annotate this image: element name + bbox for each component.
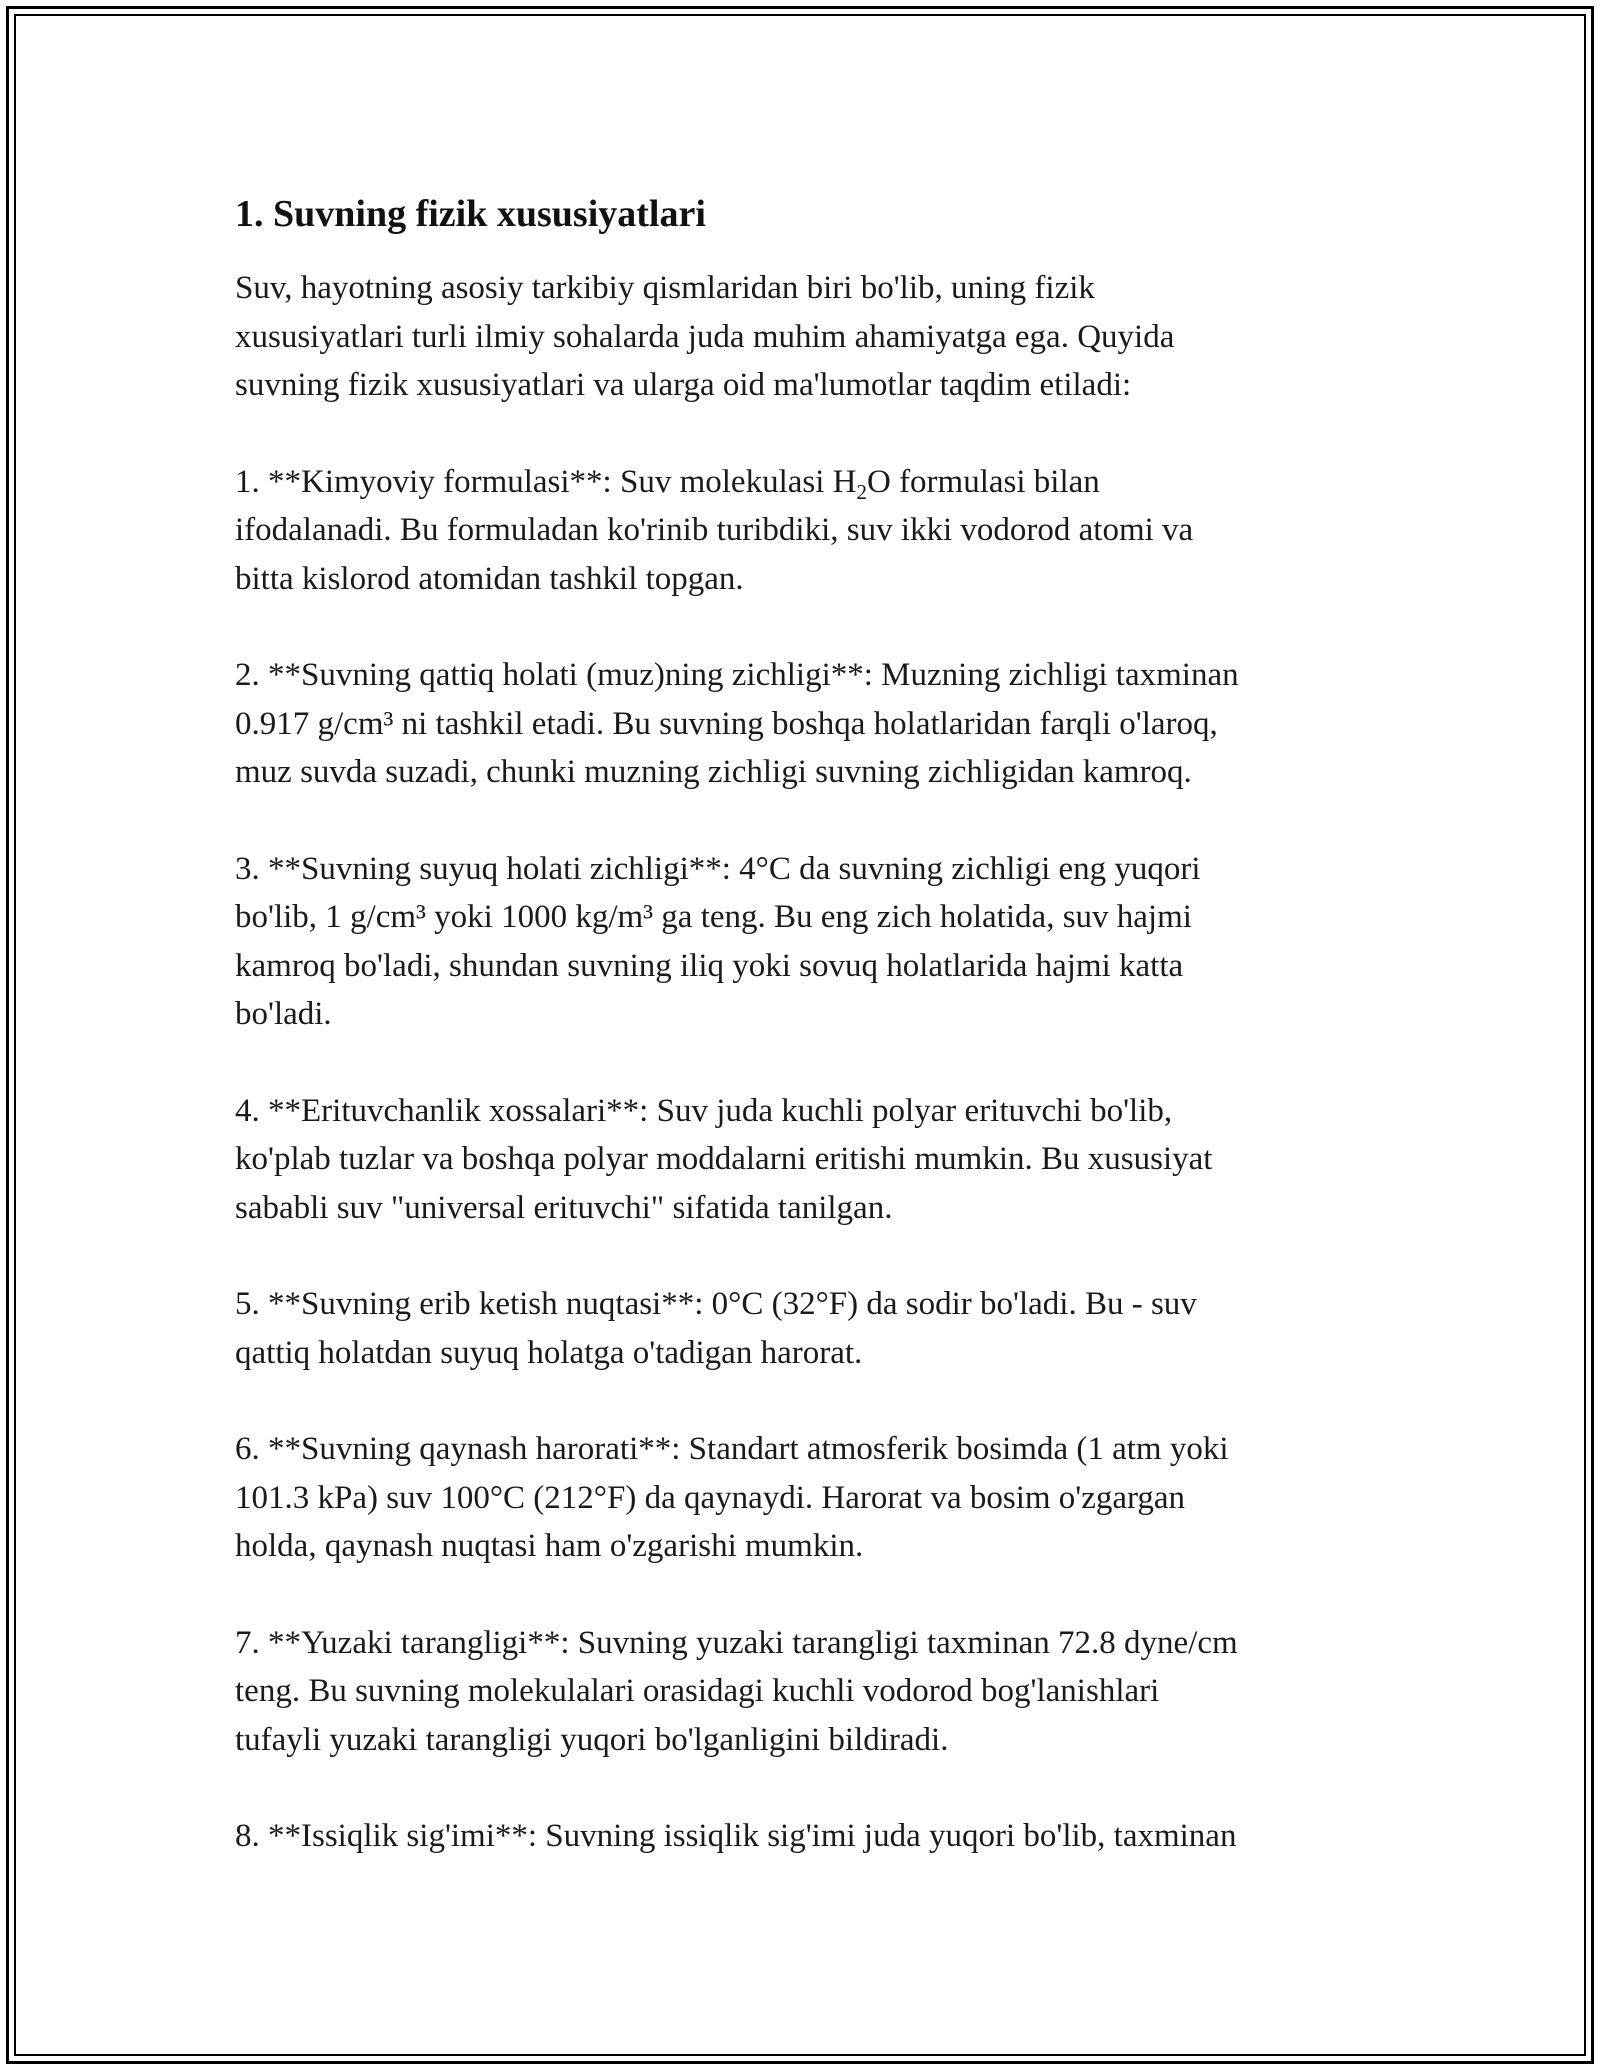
list-item-liquid-density: 3. **Suvning suyuq holati zichligi**: 4°C da suvning zichligi eng yuqori bo'lib, 1 g/cm³ yoki 1000 kg/m³ ga teng. Bu eng zich holatida, suv hajmi kamroq bo'ladi, shundan suvning iliq yoki sovuq holatlarida hajmi katta bo'ladi. xyxy=(235,850,1201,1032)
list-item-solvent-properties: 4. **Erituvchanlik xossalari**: Suv juda kuchli polyar erituvchi bo'lib, ko'plab tuzlar va boshqa polyar moddalarni eritishi mumkin. Bu xususiyat sababli suv "universal erituvchi" sifatida tanilgan. xyxy=(235,1092,1213,1226)
list-item-chemical-formula xyxy=(235,458,1365,604)
item1-subscript: 2 xyxy=(856,479,867,504)
section-heading: 1. Suvning fizik xususiyatlari xyxy=(235,193,706,235)
list-item-melting-point: 5. **Suvning erib ketish nuqtasi**: 0°C (32°F) da sodir bo'ladi. Bu - suv qattiq holatdan suyuq holatga o'tadigan harorat. xyxy=(235,1286,1197,1371)
list-item-boiling-point: 6. **Suvning qaynash harorati**: Standart atmosferik bosimda (1 atm yoki 101.3 kPa) suv 100°C (212°F) da qaynaydi. Harorat va bosim o'zgargan holda, qaynash nuqtasi ham o'zgarishi mumkin. xyxy=(235,1431,1229,1564)
document-body xyxy=(235,180,1365,1909)
item1-text-start: 1. **Kimyoviy formulasi**: Suv molekulasi H xyxy=(235,463,857,500)
item1-text-end: O formulasi bilan ifodalanadi. Bu formuladan ko'rinib turibdiki, suv ikki vodorod atomi va bitta kislorod atomidan tashkil topgan. xyxy=(235,463,1194,597)
list-item-heat-capacity: 8. **Issiqlik sig'imi**: Suvning issiqlik sig'imi juda yuqori bo'lib, taxminan xyxy=(235,1818,1237,1854)
list-item-ice-density: 2. **Suvning qattiq holati (muz)ning zichligi**: Muzning zichligi taxminan 0.917 g/cm³ ni tashkil etadi. Bu suvning boshqa holatlaridan farqli o'laroq, muz suvda suzadi, chunki muzning zichligi suvning zichligidan kamroq. xyxy=(235,657,1239,790)
list-item-surface-tension: 7. **Yuzaki tarangligi**: Suvning yuzaki tarangligi taxminan 72.8 dyne/cm teng. Bu suvning molekulalari orasidagi kuchli vodorod bog'lanishlari tufayli yuzaki tarangligi yuqori bo'lganligini bildiradi. xyxy=(235,1624,1238,1758)
intro-paragraph: Suv, hayotning asosiy tarkibiy qismlaridan biri bo'lib, uning fizik xususiyatlari turli ilmiy sohalarda juda muhim ahamiyatga ega. Quyida suvning fizik xususiyatlari va ularga oid ma'lumotlar taqdim etiladi: xyxy=(235,270,1175,403)
